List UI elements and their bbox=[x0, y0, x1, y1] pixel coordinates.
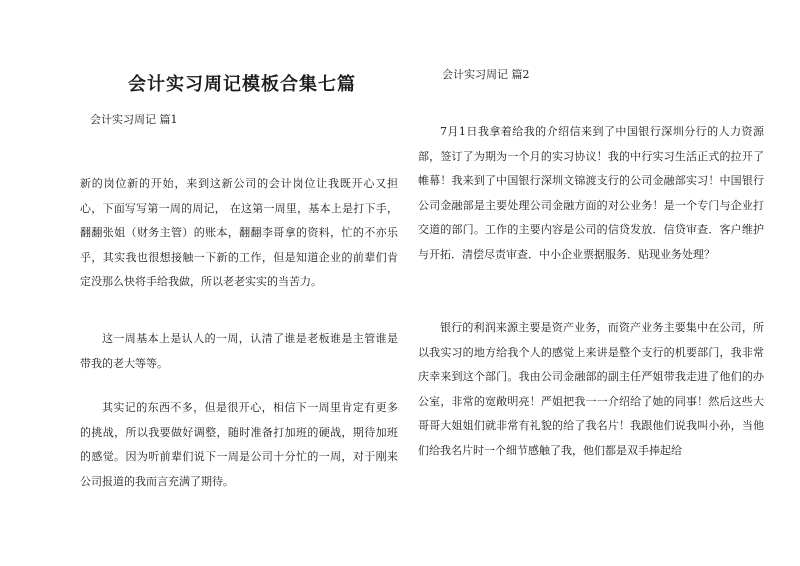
right-paragraph-2: 银行的利润来源主要是资产业务，而资产业务主要集中在公司，所以我实习的地方给我个人的感觉上来讲是整个支行的机要部门，我非常庆幸来到这个部门。我由公司金融部的副主任严姐带我走进了他们的办公室，非常的宽敞明亮！严姐把我一一介绍给了她的同事！然后这些大哥哥大姐姐们就非常有礼貌的给了我名片！我跟他们说我叫小孙，当他们给我名片时一个细节感触了我，他们都是双手捧起给 bbox=[418, 321, 764, 457]
section-heading-2: 会计实习周记 篇2 bbox=[442, 68, 530, 81]
left-paragraph-2: 这一周基本上是认人的一周，认清了谁是老板谁是主管谁是带我的老大等等。 bbox=[80, 332, 398, 370]
document-title: 会计实习周记模板合集七篇 bbox=[128, 74, 356, 95]
left-paragraph-3: 其实记的东西不多，但是很开心，相信下一周里肯定有更多的挑战，所以我要做好调整，随时准备打加班的硬战，期待加班的感觉。因为听前辈们说下一周是公司十分忙的一周，对于刚来公司报道的我而言充满了期待。 bbox=[80, 401, 398, 488]
section-heading-1: 会计实习周记 篇1 bbox=[90, 113, 178, 126]
right-paragraph-1: 7月1日我拿着给我的介绍信来到了中国银行深圳分行的人力资源部，签订了为期为一个月的实习协议！我的中行实习生活正式的拉开了帷幕！我来到了中国银行深圳文锦渡支行的公司金融部实习！中国银行公司金融部是主要处理公司金融方面的对公业务！是一个专门与企业打交道的部门。工作的主要内容是公司的信贷发放．信贷审查．客户维护与开拓．清偿尽责审查．中小企业票据服务．贴现业务处理？ bbox=[418, 125, 764, 261]
left-paragraph-1: 新的岗位新的开始，来到这新公司的会计岗位让我既开心又担心，下面写写第一周的周记， 在这第一周里，基本上是打下手，翻翻张姐（财务主管）的账本，翻翻李哥拿的资料，忙的不亦乐乎，其实我也很想接触一下新的工作，但是知道企业的前辈们肯定没那么快将手给我做，所以老老实实的当苦力。 bbox=[80, 177, 398, 289]
